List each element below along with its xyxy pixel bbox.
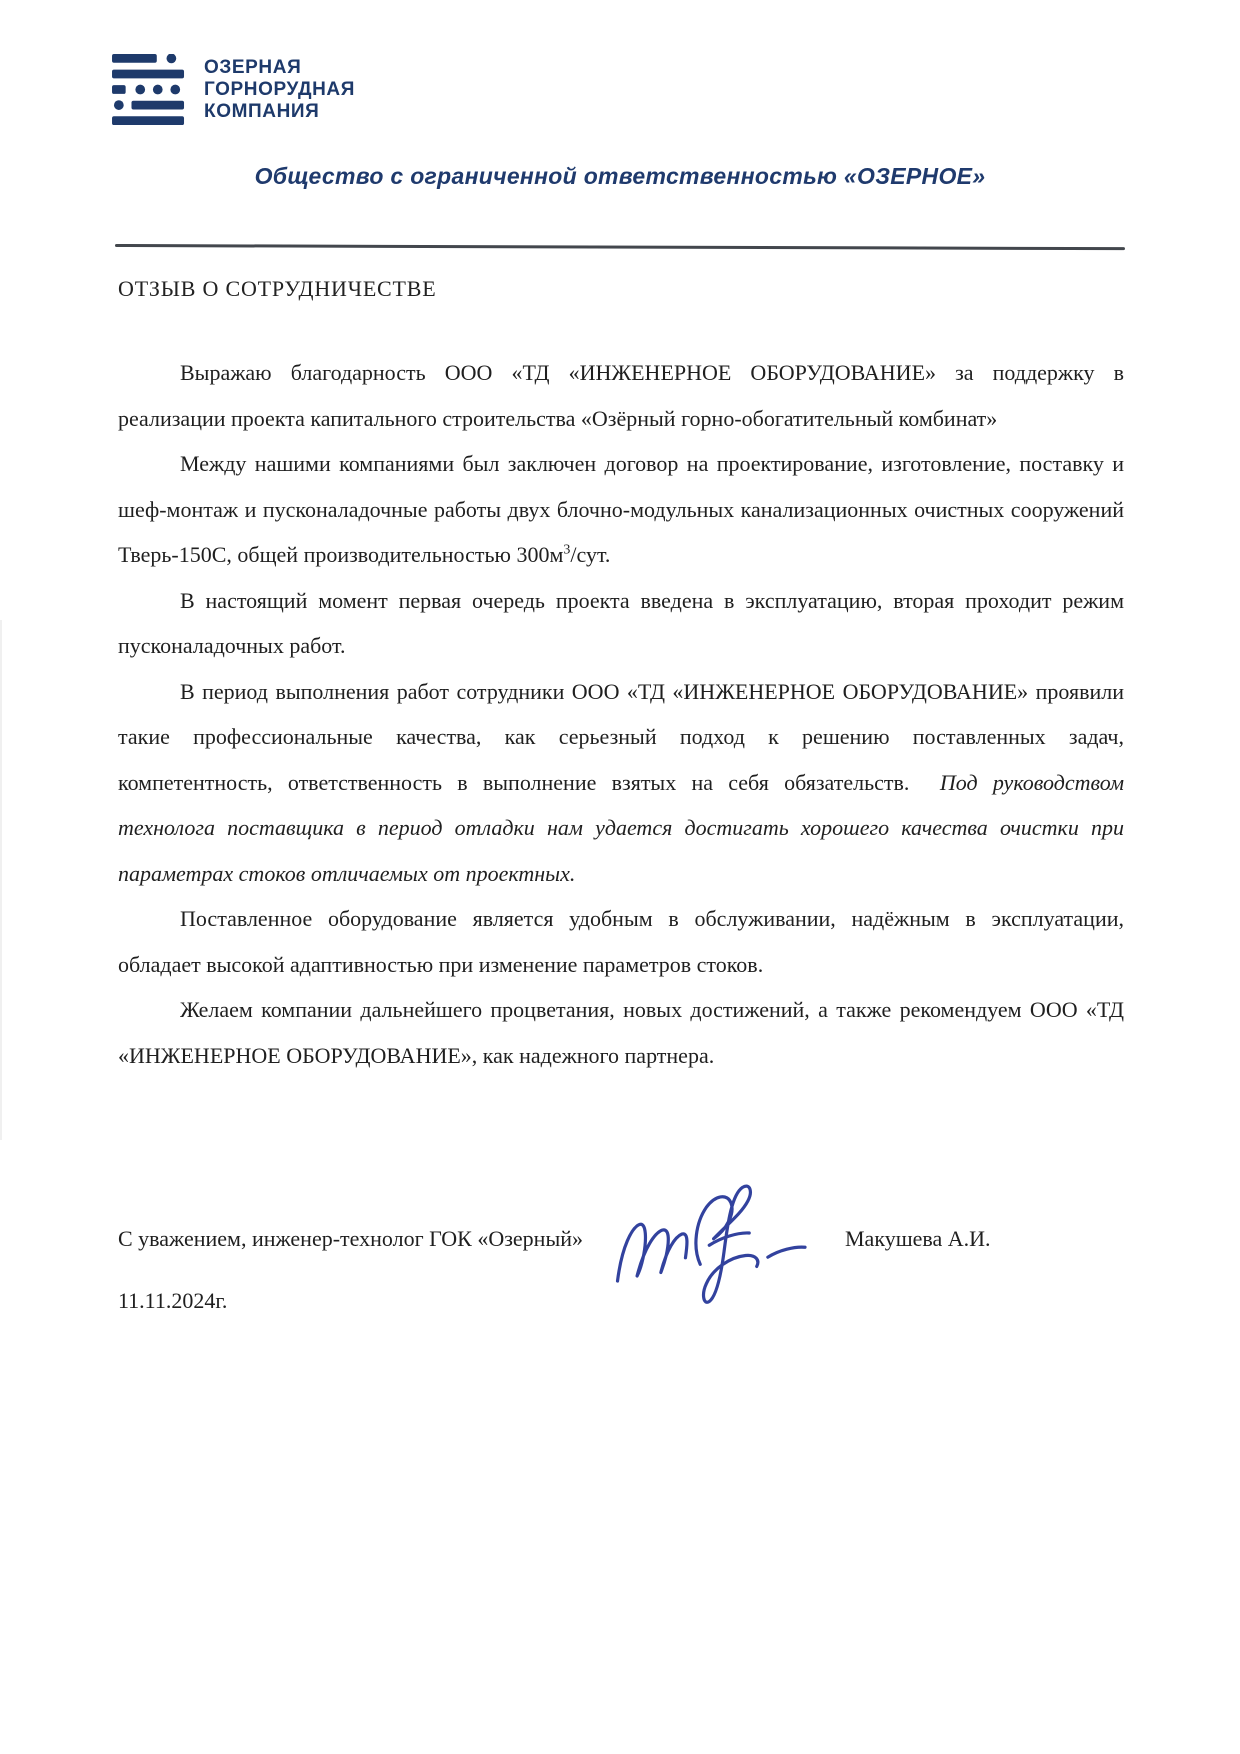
paragraph-status: В настоящий момент первая очередь проекта введена в эксплуатацию, вторая проходит режим пусконаладочных работ. [118, 587, 1124, 658]
logo-company-word-2: ГОРНОРУДНАЯ [204, 79, 355, 100]
paragraph-contract-unit: /сут. [570, 542, 611, 567]
paragraph-contract-text: Между нашими компаниями был заключен договор на проектирование, изготовление, поставку и шеф-монтаж и пусконаладочные работы двух блочно-модульных канализационных очистных сооружений Тверь-150С, общей производительностью 300м [118, 451, 1124, 567]
signature-row [118, 1226, 1124, 1271]
letter-text [118, 350, 1124, 1078]
cubic-meter-superscript: 3 [563, 542, 571, 558]
closing-line: С уважением, инженер-технолог ГОК «Озерный» [118, 1226, 584, 1251]
paragraph-equipment: Поставленное оборудование является удобным в обслуживании, надёжным в эксплуатации, обладает высокой адаптивностью при изменение параметров стоков. [118, 906, 1124, 977]
handwritten-signature [606, 1174, 836, 1309]
paragraph-qualities-italic-note: Под руководством технолога поставщика в период отладки нам удается достигать хорошего качества очистки при параметрах стоков отличаемых от проектных. [118, 769, 1124, 886]
paragraph-gratitude: Выражаю благодарность ООО «ТД «ИНЖЕНЕРНОЕ ОБОРУДОВАНИЕ» за поддержку в реализации проекта капитального строительства «Озёрный горно-обогатительный комбинат» [118, 360, 1124, 431]
logo-mark-icon [112, 54, 186, 126]
logo-company-name: ОЗЕРНАЯ [204, 57, 302, 78]
paragraph-contract [118, 441, 1124, 578]
company-logo [112, 54, 355, 126]
logo-company-word-3: КОМПАНИЯ [204, 101, 320, 122]
org-full-name: Общество с ограниченной ответственностью «ОЗЕРНОЕ» [254, 163, 986, 189]
paragraph-recommendation: Желаем компании дальнейшего процветания, новых достижений, а также рекомендуем ООО «ТД «ИНЖЕНЕРНОЕ ОБОРУДОВАНИЕ», как надежного партнера. [118, 997, 1124, 1068]
paragraph-qualities [118, 669, 1124, 897]
header-divider [115, 244, 1125, 250]
date-line: 11.11.2024г. [118, 1288, 228, 1313]
signer-name: Макушева А.И. [845, 1226, 991, 1251]
logo-text [204, 57, 355, 123]
document-heading: ОТЗЫВ О СОТРУДНИЧЕСТВЕ [118, 276, 437, 301]
paragraph-qualities-text: В период выполнения работ сотрудники ООО «ТД «ИНЖЕНЕРНОЕ ОБОРУДОВАНИЕ» проявили такие профессиональные качества, как серьезный подход к решению поставленных задач, компетентность, ответственность в выполнение взятых на себя обязательств. [118, 678, 1124, 795]
